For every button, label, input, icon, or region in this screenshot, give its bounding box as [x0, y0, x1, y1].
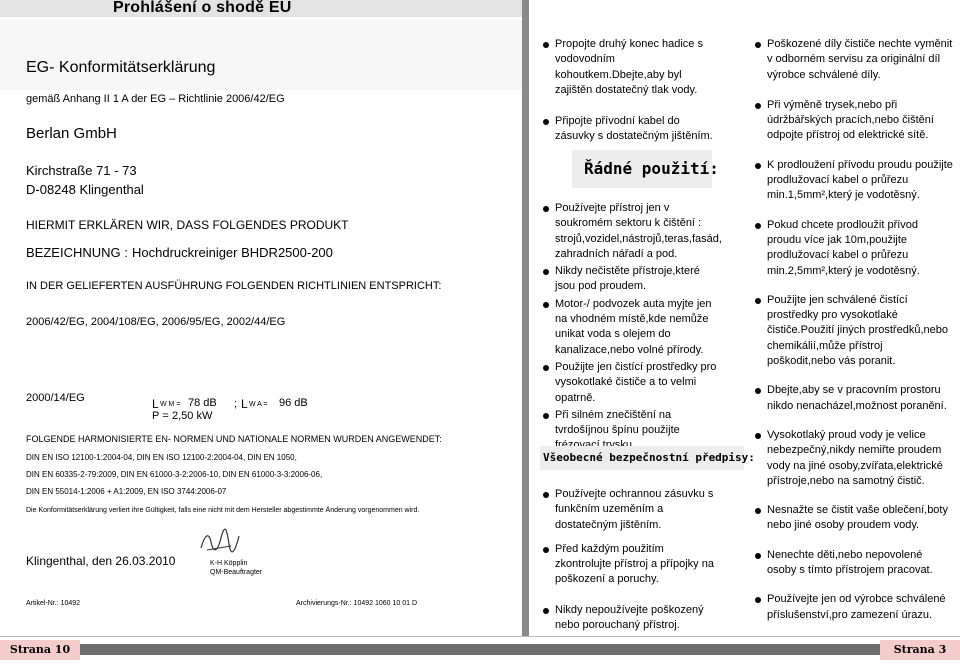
list-item: Nesnažte se čistit vaše oblečení,boty nebo jiné osoby proudem vody. — [754, 503, 954, 534]
list-item: Pokud chcete prodloužit přívod proudu více jak 10m,použijte prodlužovací kabel o průřezu min.2,5mm²,který je vodotěsný. — [754, 218, 954, 279]
list-item: Před každým použitím zkontrolujte přístroj a přípojky na poškození a poruchy. — [542, 542, 720, 588]
list-item: K prodloužení přívodu proudu použijte prodlužovací kabel o průřezu min.1,5mm²,který je vodotěsný. — [754, 158, 954, 204]
place-date: Klingenthal, den 26.03.2010 — [26, 554, 176, 568]
norms-line-3: DIN EN 55014-1:2006 + A1:2009, EN ISO 3744:2006-07 — [26, 487, 227, 496]
execution-line: IN DER GELIEFERTEN AUSFÜHRUNG FOLGENDEN RICHTLINIEN ENTSPRICHT: — [26, 280, 442, 292]
archive-number: Archivierungs-Nr.: 10492 1060 10 01 D — [296, 600, 418, 607]
harmonised-heading: FOLGENDE HARMONISIERTE EN- NORMEN UND NATIONALE NORMEN WURDEN ANGEWENDET: — [26, 434, 442, 444]
list-item: Používejte jen od výrobce schválené příslušenství,pro zamezení úrazu. — [754, 592, 954, 623]
norms-line-1: DIN EN ISO 12100-1:2004-04, DIN EN ISO 12100-2:2004-04, DIN EN 1050, — [26, 453, 297, 462]
mid-column-usage — [542, 201, 720, 454]
list-item: Nikdy nečistěte přístroje,které jsou pod proudem. — [542, 264, 720, 295]
document-title-band — [0, 0, 522, 17]
page-divider — [522, 0, 529, 636]
declare-line: HIERMIT ERKLÄREN WIR, DASS FOLGENDES PRODUKT — [26, 218, 349, 232]
list-item: Nenechte děti,nebo nepovolené osoby s tímto přístrojem pracovat. — [754, 548, 954, 579]
lwm-label: L — [152, 397, 159, 411]
mid-column-safety — [542, 487, 720, 633]
list-item: Používejte ochrannou zásuvku s funkčním uzeměním a dostatečným jištěním. — [542, 487, 720, 533]
power-value: 2,50 kW — [172, 410, 213, 422]
validity-note: Die Konformitätserklärung verliert ihre Gültigkeit, falls eine nicht mit dem Hersteller abgestimmte Änderung vorgenommen wird. — [26, 507, 420, 514]
list-item: Vysokotlaký proud vody je velice nebezpečný,nikdy nemiřte proudem vody na jiné osoby,zvířata,elektrické přístroje,nebo na samotný čistič. — [754, 428, 954, 489]
list-item: Dbejte,aby se v pracovním prostoru nikdo nenacházel,možnost poranění. — [754, 383, 954, 414]
list-item: Nikdy nepoužívejte poškozený nebo porouchaný přístroj. — [542, 603, 720, 634]
safety-heading-box — [540, 446, 755, 470]
company-name: Berlan GmbH — [26, 125, 117, 142]
list-item: Při výměně trysek,nebo při údržbářských pracích,nebo čištění odpojte přístroj od elektrické sítě. — [754, 98, 954, 144]
lwa-label: L — [241, 397, 248, 411]
designation-value: Hochdruckreiniger BHDR2500-200 — [132, 245, 333, 260]
usage-heading: Řádné použití: — [584, 159, 719, 178]
usage-heading-box — [572, 150, 719, 188]
lwm-subscript: W M = — [160, 401, 181, 408]
value-separator: ; — [234, 398, 238, 410]
designation-label: BEZEICHNUNG : — [26, 245, 128, 260]
declaration-heading: EG- Konformitätserklärung — [26, 59, 216, 76]
directive-line: gemäß Anhang II 1 A der EG – Richtlinie 2006/42/EG — [26, 93, 285, 105]
lwa-value: 96 dB — [279, 397, 308, 409]
list-item: Při silném znečištění na tvrdošíjnou špínu použijte — [542, 408, 720, 454]
signer-role: QM-Beauftragter — [210, 569, 263, 576]
declaration-header-background — [0, 20, 522, 90]
list-item: Připojte přívodní kabel do zásuvky s dostatečným jištěním. — [542, 114, 720, 145]
right-column — [754, 37, 954, 623]
page-number-right: Strana 3 — [880, 640, 960, 660]
safety-heading: Všeobecné bezpečnostní předpisy: — [543, 451, 755, 464]
company-city: D-08248 Klingenthal — [26, 182, 144, 197]
page-number-left: Strana 10 — [0, 640, 80, 660]
list-item: Použijte jen schválené čistící prostředky pro vysokotlaké čističe.Použití jiných prostředků,nebo chemikálií,může přístroj poškodit,nebo vás poranit. — [754, 293, 954, 369]
signer-name: K-H Köpplin — [210, 560, 248, 567]
footer-divider — [80, 644, 880, 655]
list-item: Použijte jen čistící prostředky pro vysokotlaké čističe a to velmi opatrně. — [542, 360, 720, 406]
power-label: P = — [152, 410, 169, 422]
signature-image — [197, 528, 243, 558]
article-number: Artikel-Nr.: 10492 — [26, 600, 81, 607]
norms-line-2: DIN EN 60335-2-79:2009, DIN EN 61000-3-2:2006-10, DIN EN 61000-3-3:2006-06, — [26, 470, 323, 479]
company-street: Kirchstraße 71 - 73 — [26, 163, 137, 178]
list-item: Motor-/ podvozek auta myjte jen na vhodném místě,kde nemůže unikat voda s olejem do kanalizace,nebo volné přírody. — [542, 297, 720, 358]
mid-column-top — [542, 37, 720, 145]
list-item: Propojte druhý konec hadice s vodovodním kohoutkem.Dbejte,aby byl zajištěn dostatečný tlak vody. — [542, 37, 720, 98]
lwa-subscript: W A = — [249, 401, 268, 408]
directives-list: 2006/42/EG, 2004/108/EG, 2006/95/EG, 2002/44/EG — [26, 316, 286, 328]
list-item: Používejte přístroj jen v soukromém sektoru k čištění : strojů,vozidel,nástrojů,teras,fasád, zahradních nářadí a pod. — [542, 201, 720, 262]
list-item: Poškozené díly čističe nechte vyměnit v odborném servisu za originální díl výrobce schválené díly. — [754, 37, 954, 83]
noise-directive: 2000/14/EG — [26, 392, 85, 404]
lwm-value: 78 dB — [188, 397, 217, 409]
document-title: Prohlášení o shodě EU — [113, 0, 292, 16]
